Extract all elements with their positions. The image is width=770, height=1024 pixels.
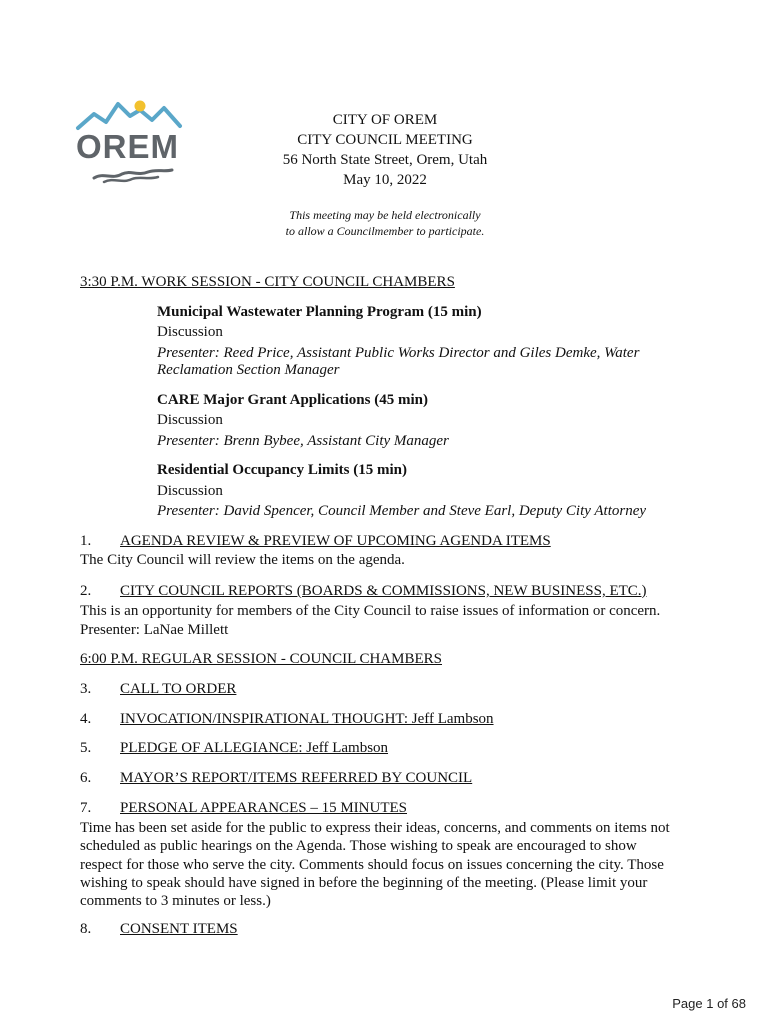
agenda-item-number: 8. (80, 921, 92, 937)
ws-item-presenter: Presenter: David Spencer, Council Member and Steve Earl, Deputy City Attorney (157, 503, 647, 519)
agenda-item-description: scheduled as public hearings on the Agenda. Those wishing to speak are encouraged to show (80, 838, 637, 854)
ws-item-title: Municipal Wastewater Planning Program (15 min) (157, 304, 482, 320)
agenda-item-number: 4. (80, 711, 92, 727)
electronic-meeting-note: This meeting may be held electronically to allow a Councilmember to participate. (285, 208, 485, 238)
header-meeting: CITY COUNCIL MEETING (297, 132, 473, 148)
agenda-item-description: wishing to speak should have signed in before the beginning of the meeting. (Please limit your (80, 875, 648, 891)
ws-item-presenter: Presenter: Reed Price, Assistant Public Works Director and Giles Demke, Water (157, 345, 640, 361)
agenda-item-title: CONSENT ITEMS (120, 921, 238, 937)
agenda-item-title: MAYOR’S REPORT/ITEMS REFERRED BY COUNCIL (120, 770, 473, 786)
agenda-item-description: respect for those who serve the city. Comments should focus on issues concerning the city. Those (80, 857, 664, 873)
ws-item-presenter-cont: Reclamation Section Manager (157, 362, 340, 378)
ws-item-type: Discussion (157, 324, 223, 340)
work-session-heading: 3:30 P.M. WORK SESSION - CITY COUNCIL CHAMBERS (80, 274, 455, 290)
header-address: 56 North State Street, Orem, Utah (282, 152, 488, 168)
meeting-header (230, 110, 540, 190)
agenda-item-number: 1. (80, 533, 92, 549)
agenda-item-number: 7. (80, 800, 92, 816)
page-number: Page 1 of 68 (672, 996, 746, 1011)
agenda-item-number: 2. (80, 583, 92, 599)
agenda-item-title: AGENDA REVIEW & PREVIEW OF UPCOMING AGENDA ITEMS (120, 533, 551, 549)
regular-session-heading: 6:00 P.M. REGULAR SESSION - COUNCIL CHAMBERS (80, 651, 442, 667)
agenda-item-description: This is an opportunity for members of the City Council to raise issues of information or concern. (80, 603, 661, 619)
agenda-item-title: PERSONAL APPEARANCES – 15 MINUTES (120, 800, 407, 816)
agenda-item-title: PLEDGE OF ALLEGIANCE: Jeff Lambson (120, 740, 389, 756)
logo-wordmark: OREM (76, 128, 179, 165)
ws-item-type: Discussion (157, 412, 223, 428)
ws-item-presenter: Presenter: Brenn Bybee, Assistant City Manager (157, 433, 449, 449)
agenda-item-description: comments to 3 minutes or less.) (80, 893, 271, 909)
agenda-item-description: Time has been set aside for the public to express their ideas, concerns, and comments on items not (80, 820, 670, 836)
ws-item-title: Residential Occupancy Limits (15 min) (157, 462, 407, 478)
agenda-item-number: 5. (80, 740, 92, 756)
agenda-item-number: 6. (80, 770, 92, 786)
header-city: CITY OF OREM (332, 112, 438, 128)
agenda-item-number: 3. (80, 681, 92, 697)
agenda-item-title: INVOCATION/INSPIRATIONAL THOUGHT: Jeff Lambson (120, 711, 494, 727)
header-date: May 10, 2022 (343, 172, 427, 188)
agenda-item-title: CALL TO ORDER (120, 681, 237, 697)
ws-item-title: CARE Major Grant Applications (45 min) (157, 392, 428, 408)
agenda-item-description: The City Council will review the items on the agenda. (80, 552, 405, 568)
agenda-item-presenter: Presenter: LaNae Millett (80, 622, 229, 638)
ws-item-type: Discussion (157, 483, 223, 499)
agenda-item-title: CITY COUNCIL REPORTS (BOARDS & COMMISSIONS, NEW BUSINESS, ETC.) (120, 583, 647, 599)
